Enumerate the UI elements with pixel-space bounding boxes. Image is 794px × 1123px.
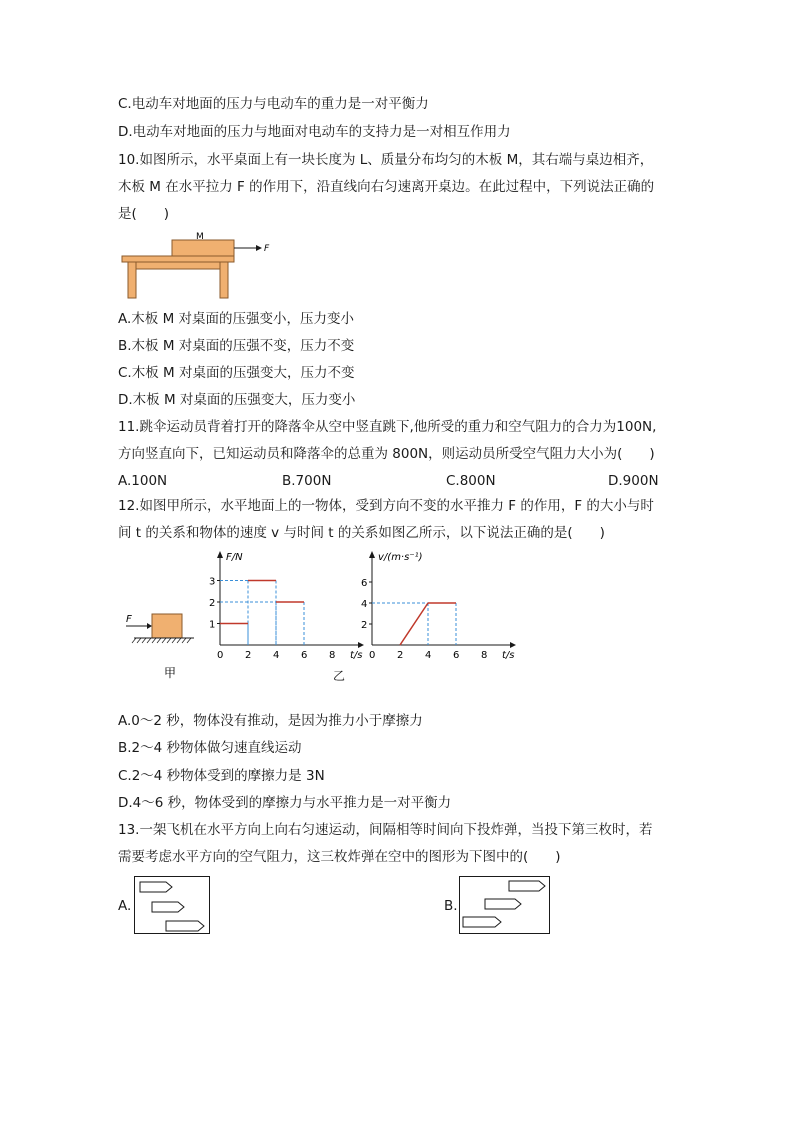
q10-table-figure [118, 228, 278, 302]
q12-option-d: D.4～6 秒，物体受到的摩擦力与水平推力是一对平衡力 [118, 795, 452, 811]
q12-option-a: A.0～2 秒，物体没有推动，是因为推力小于摩擦力 [118, 713, 423, 729]
q9-option-c: C.电动车对地面的压力与电动车的重力是一对平衡力 [118, 96, 429, 112]
q13-option-b-label: B. [444, 898, 458, 914]
push-arrowhead [147, 623, 152, 629]
q10-option-a: A.木板 M 对桌面的压强变小，压力变小 [118, 311, 355, 327]
x-axis-label: t/s [350, 650, 363, 661]
x-tick-label: 8 [481, 650, 488, 661]
y-tick-label: 1 [209, 619, 216, 631]
board-m [172, 240, 234, 256]
bomb-1 [140, 882, 172, 892]
q12-stem-line1: 12.如图甲所示，水平地面上的一物体，受到方向不变的水平推力 F 的作用，F 的大小与时 [118, 498, 654, 514]
x-tick-label: 6 [301, 650, 308, 661]
q11-stem-line2: 方向竖直向下，已知运动员和降落伞的总重为 800N，则运动员所受空气阻力大小为( ) [118, 446, 655, 462]
q12-stem-line2: 间 t 的关系和物体的速度 v 与时间 t 的关系如图乙所示，以下说法正确的是( ) [118, 525, 605, 541]
x-tick-label: 2 [397, 650, 404, 661]
x-tick-label: 4 [425, 650, 432, 661]
block [152, 614, 182, 638]
y-tick-label: 3 [209, 576, 216, 588]
q9-option-d: D.电动车对地面的压力与地面对电动车的支持力是一对相互作用力 [118, 124, 511, 140]
q13-stem-line1: 13.一架飞机在水平方向上向右匀速运动，间隔相等时间向下投炸弹，当投下第三枚时，若 [118, 822, 653, 838]
q13-stem-line2: 需要考虑水平方向的空气阻力，这三枚炸弹在空中的图形为下图中的( ) [118, 849, 561, 865]
x-tick-label: 2 [245, 650, 252, 661]
board-m-label: M [196, 232, 204, 242]
y-axis-label: F/N [226, 552, 243, 563]
force-label: F [264, 244, 270, 254]
bomb-3 [463, 917, 501, 927]
y-tick-label: 4 [361, 599, 368, 610]
y-axis-arrowhead [369, 551, 375, 558]
x-tick-label: 0 [369, 650, 376, 661]
y-tick-label: 2 [361, 620, 368, 631]
x-tick-label: 0 [217, 650, 224, 661]
y-tick-label: 2 [209, 598, 216, 609]
table-top [122, 256, 234, 262]
bomb-3 [166, 921, 204, 931]
q11-option-d: D.900N [608, 473, 659, 489]
q11-option-b: B.700N [282, 473, 332, 489]
x-tick-label: 4 [273, 650, 280, 661]
q10-stem-line2: 木板 M 在水平拉力 F 的作用下，沿直线向右匀速离开桌边。在此过程中，下列说法正确的 [118, 179, 655, 195]
y-axis-label: v/(m·s⁻¹) [378, 552, 423, 563]
table-leg-right [220, 262, 228, 298]
x-tick-label: 6 [453, 650, 460, 661]
caption-jia: 甲 [164, 666, 177, 680]
bomb-2 [152, 902, 184, 912]
q11-stem-line1: 11.跳伞运动员背着打开的降落伞从空中竖直跳下,他所受的重力和空气阻力的合力为100N, [118, 419, 657, 435]
x-axis-arrowhead [510, 642, 516, 648]
caption-yi: 乙 [333, 669, 346, 683]
q11-option-c: C.800N [446, 473, 496, 489]
bomb-2 [485, 899, 521, 909]
q10-stem-line1: 10.如图所示，水平桌面上有一块长度为 L、质量分布均匀的木板 M，其右端与桌边相齐， [118, 152, 654, 168]
table-apron [136, 262, 220, 269]
x-axis-label: t/s [502, 650, 515, 661]
q13-option-b-figure [459, 876, 550, 934]
bomb-1 [509, 881, 545, 891]
force-arrowhead [256, 245, 262, 251]
table-leg-left [128, 262, 136, 298]
q13-option-a-label: A. [118, 898, 132, 914]
chart-velocity-time [352, 548, 522, 663]
chart-force-time [200, 548, 363, 663]
q10-stem-line3: 是( ) [118, 206, 170, 222]
series-segment-1 [400, 603, 428, 645]
x-tick-label: 8 [329, 650, 336, 661]
push-force-label: F [126, 614, 132, 625]
q10-option-d: D.木板 M 对桌面的压强变大，压力变小 [118, 392, 356, 408]
y-tick-label: 6 [361, 578, 368, 589]
y-axis-arrowhead [217, 551, 223, 558]
q12-option-b: B.2～4 秒物体做匀速直线运动 [118, 740, 302, 756]
q13-option-a-figure [134, 876, 210, 934]
q10-option-c: C.木板 M 对桌面的压强变大，压力不变 [118, 365, 355, 381]
q12-fig-jia [118, 604, 198, 684]
q10-option-b: B.木板 M 对桌面的压强不变，压力不变 [118, 338, 355, 354]
q12-option-c: C.2～4 秒物体受到的摩擦力是 3N [118, 768, 325, 784]
q11-option-a: A.100N [118, 473, 168, 489]
ground-hatching [132, 638, 191, 643]
